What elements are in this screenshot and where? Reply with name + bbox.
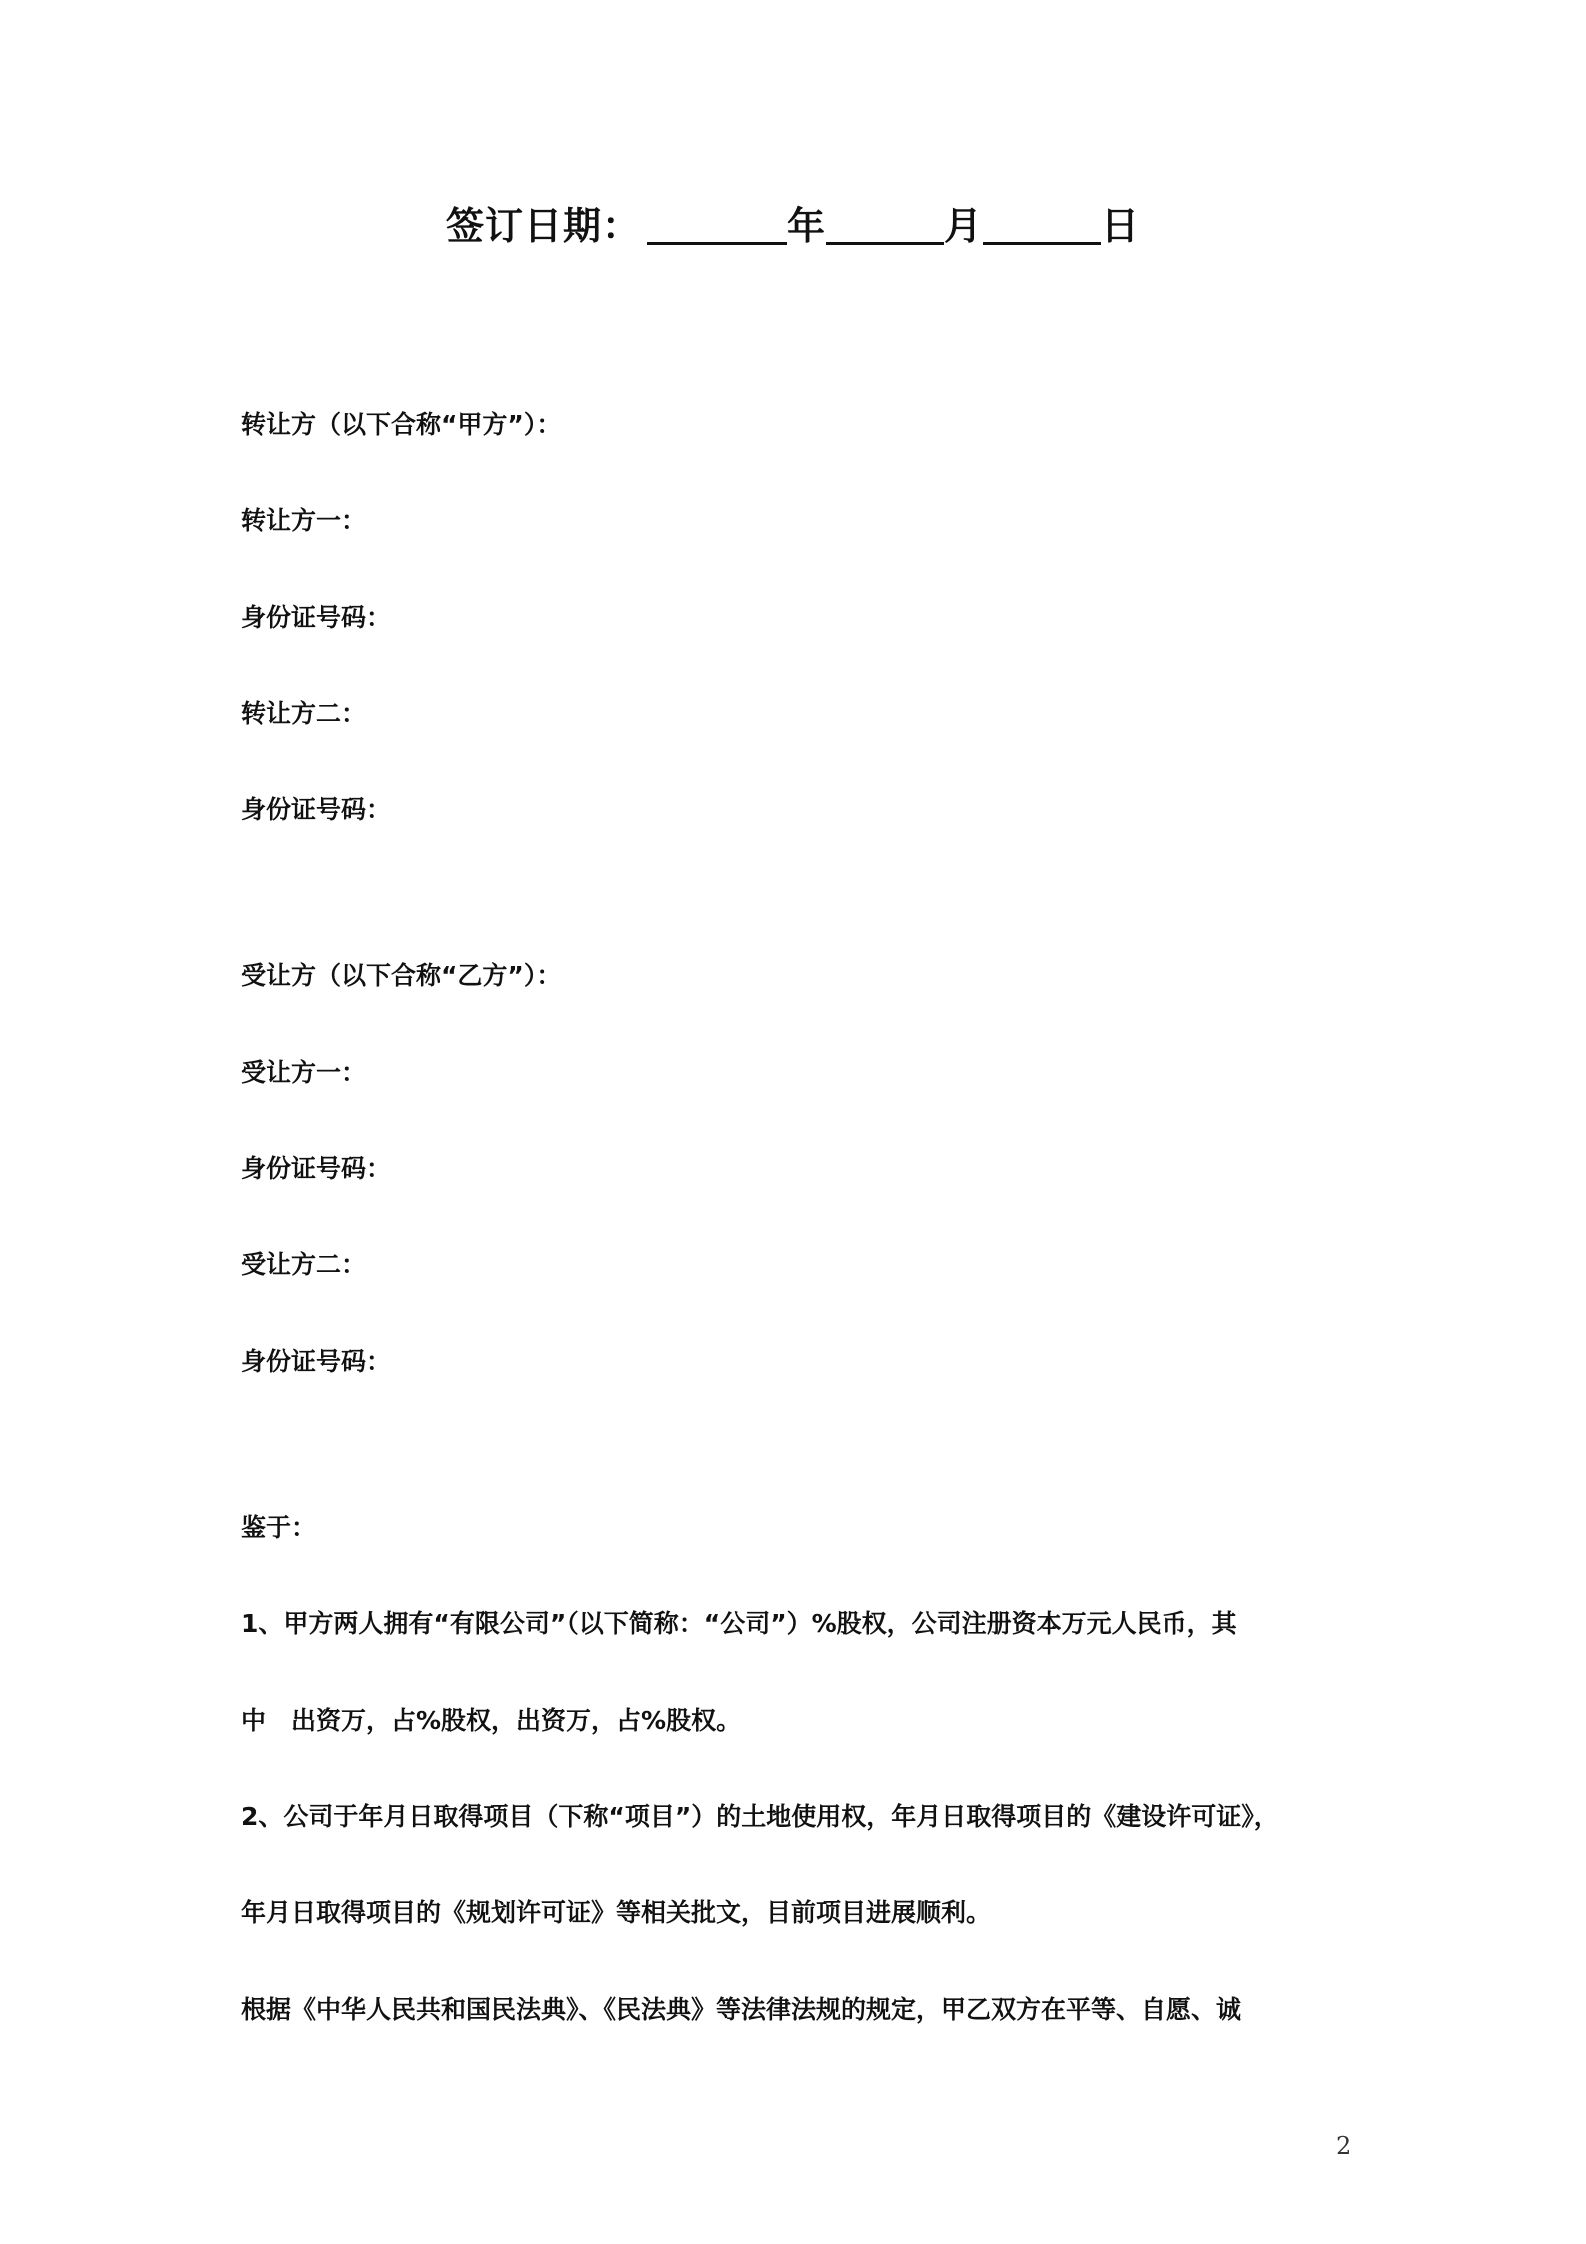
- transferor-two-id-label: 身份证号码：: [241, 795, 392, 824]
- transferee-two-label: 受让方二：: [241, 1250, 367, 1279]
- transferee-heading: 受让方（以下合称“乙方”）：: [241, 961, 562, 990]
- recital-1-line-2: 中 出资万，占%股权，出资万，占%股权。: [241, 1706, 742, 1735]
- signing-date-title: [0, 195, 1586, 250]
- transferor-one-id-label: 身份证号码：: [241, 603, 392, 632]
- recital-2-line-1: 2、公司于年月日取得项目（下称“项目”）的土地使用权，年月日取得项目的《建设许可证》，: [241, 1802, 1279, 1831]
- page-number: 2: [1336, 2132, 1352, 2160]
- year-blank: [647, 208, 787, 245]
- recital-2-line-2: 年月日取得项目的《规划许可证》等相关批文，目前项目进展顺利。: [241, 1898, 992, 1927]
- month-blank: [826, 208, 944, 245]
- recital-1-line-1: 1、甲方两人拥有“有限公司”（以下简称：“公司”）%股权，公司注册资本万元人民币，其: [241, 1609, 1237, 1638]
- transferor-one-label: 转让方一：: [241, 506, 367, 535]
- transferee-two-id-label: 身份证号码：: [241, 1347, 392, 1376]
- transferee-one-id-label: 身份证号码：: [241, 1154, 392, 1183]
- transferor-two-label: 转让方二：: [241, 699, 367, 728]
- day-label: 日: [1101, 204, 1141, 248]
- day-blank: [983, 208, 1101, 245]
- legal-basis-line: 根据《中华人民共和国民法典》、《民法典》等法律法规的规定，甲乙双方在平等、自愿、诚: [241, 1995, 1242, 2024]
- transferee-one-label: 受让方一：: [241, 1058, 367, 1087]
- whereas-heading: 鉴于：: [241, 1513, 317, 1542]
- signing-date-label: 签订日期：: [445, 204, 641, 248]
- transferor-heading: 转让方（以下合称“甲方”）：: [241, 410, 562, 439]
- year-label: 年: [786, 204, 826, 248]
- month-label: 月: [944, 204, 984, 248]
